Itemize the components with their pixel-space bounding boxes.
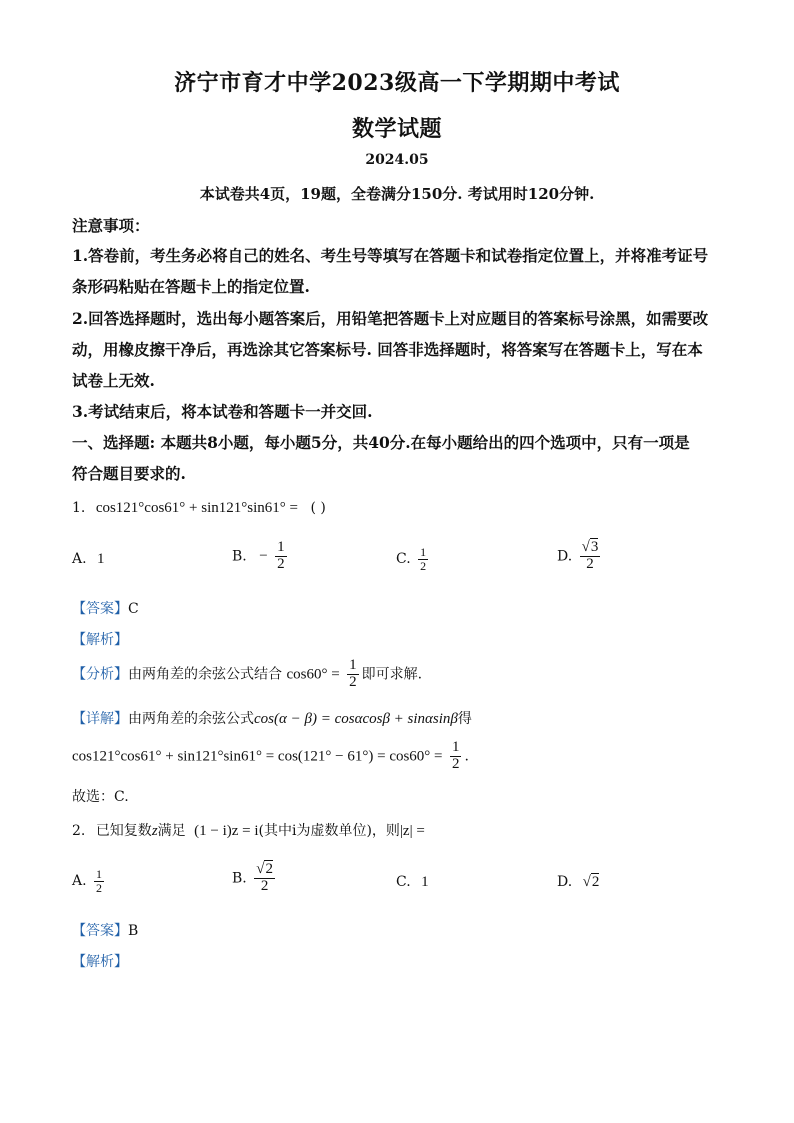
fenxi-tag: 【分析】 — [72, 666, 128, 683]
radicand: 2 — [591, 874, 600, 890]
q2-option-d-value: √2 — [582, 874, 600, 890]
calc-end: . — [464, 748, 469, 765]
q1-stem: cos121°cos61° + sin121°sin61° = — [95, 500, 298, 516]
q2-option-b-fraction — [254, 862, 275, 895]
section1-line1: 一、选择题: 本题共8小题，每小题5分，共40分.在每小题给出的四个选项中，只有一项是 — [72, 433, 690, 452]
q2-z: z — [151, 823, 158, 839]
q1-xiangjie-row — [72, 708, 472, 728]
fraction-numerator: √3 — [581, 539, 599, 555]
exam-info: 本试卷共4页，19题，全卷满分150分. 考试用时120分钟. — [199, 185, 595, 203]
xiangjie-formula: cos(α − β) = cosαcosβ + sinαsinβ — [254, 711, 458, 727]
q1-fenxi-row — [72, 658, 422, 691]
analysis-tag: 【解析】 — [72, 954, 128, 970]
q1-option-c — [396, 546, 431, 572]
q1-option-d — [557, 540, 603, 573]
q2-stem3: (其中i为虚数单位)，则 — [258, 823, 400, 839]
fraction-numerator: 1 — [420, 545, 427, 559]
q2-stem1: 已知复数 — [95, 823, 152, 839]
q1-conclusion: 故选：C. — [72, 789, 129, 805]
fraction-numerator: 1 — [96, 867, 103, 881]
fraction-numerator: 1 — [277, 539, 285, 555]
q2-stem-row — [72, 820, 425, 840]
q2-answer-row — [72, 920, 138, 940]
q2-option-a — [72, 868, 107, 894]
fraction-denominator: 2 — [277, 555, 285, 572]
fenxi-math: cos60° = — [286, 666, 340, 683]
q2-stem2: 满足 — [157, 823, 186, 839]
fenxi-text1: 由两角差的余弦公式结合 — [128, 666, 282, 683]
notes-item1-line1: 1.答卷前，考生务必将自己的姓名、考生号等填写在答题卡和试卷指定位置上，并将准考证号 — [72, 246, 709, 265]
fraction-numerator: 1 — [451, 739, 460, 755]
notes-item2-line2: 动，用橡皮擦干净后，再选涂其它答案标号. 回答非选择题时，将答案写在答题卡上，写在本 — [72, 340, 703, 359]
radicand: 3 — [590, 539, 599, 555]
q1-calc-row — [72, 740, 469, 773]
fraction-numerator: √2 — [256, 861, 273, 877]
exam-title: 济宁市育才中学2023级高一下学期期中考试 — [174, 70, 620, 96]
q2-option-c-label: C. — [396, 874, 411, 890]
q2-answer: B — [128, 923, 139, 939]
exam-date: 2024.05 — [365, 152, 429, 168]
q1-option-a-label: A. — [72, 551, 87, 567]
q1-paren: ( ) — [310, 500, 326, 516]
xiangjie-tag: 【详解】 — [72, 711, 128, 727]
q2-analysis-row — [72, 951, 128, 971]
q2-option-b — [232, 862, 278, 895]
q2-option-d-label: D. — [557, 874, 573, 890]
section1-line2: 符合题目要求的. — [72, 464, 186, 483]
q1-option-d-label: D. — [557, 548, 573, 565]
notes-item3: 3.考试结束后，将本试卷和答题卡一并交回. — [72, 402, 373, 421]
q1-answer-row — [72, 598, 139, 618]
fraction-denominator: 2 — [586, 555, 594, 572]
fenxi-text2: 即可求解. — [361, 666, 423, 683]
q1-stem-row — [72, 500, 326, 517]
fraction-denominator: 2 — [420, 558, 427, 573]
q1-option-b-fraction — [275, 540, 287, 573]
notes-item1-line2: 条形码粘贴在答题卡上的指定位置. — [72, 277, 310, 296]
calc-fraction — [450, 740, 462, 773]
q2-number: 2. — [72, 823, 86, 839]
xiangjie-text2: 得 — [457, 711, 472, 727]
q1-option-b-label: B. — [232, 548, 247, 565]
fraction-denominator: 2 — [96, 880, 103, 895]
q1-answer: C — [128, 601, 139, 617]
q2-abs: |z| = — [399, 823, 425, 839]
q2-option-c — [396, 874, 429, 891]
fraction-denominator: 2 — [451, 755, 460, 772]
q1-option-d-fraction — [580, 540, 601, 573]
xiangjie-text1: 由两角差的余弦公式 — [128, 711, 254, 727]
q1-number: 1. — [72, 500, 86, 516]
q1-option-c-label: C. — [396, 551, 411, 568]
q1-option-b-sign: − — [259, 548, 268, 565]
q1-option-b — [232, 540, 290, 573]
answer-tag: 【答案】 — [72, 923, 128, 939]
q2-equation: (1 − i)z = i — [194, 823, 259, 839]
q2-option-b-label: B. — [232, 870, 247, 887]
analysis-tag: 【解析】 — [72, 632, 128, 648]
q2-option-c-value: 1 — [421, 874, 429, 890]
fraction-denominator: 2 — [260, 877, 269, 894]
q1-option-a — [72, 551, 105, 568]
q1-option-a-value: 1 — [97, 551, 105, 567]
fraction-numerator: 1 — [349, 657, 357, 673]
q2-option-a-fraction — [94, 868, 104, 894]
notes-heading: 注意事项： — [72, 216, 150, 235]
q1-calc: cos121°cos61° + sin121°sin61° = cos(121° − 61°) = cos60° = — [72, 748, 443, 765]
exam-subtitle: 数学试题 — [351, 116, 442, 142]
q1-analysis-row — [72, 629, 128, 649]
notes-item2-line3: 试卷上无效. — [72, 371, 155, 390]
q2-option-d — [557, 874, 599, 891]
q1-option-c-fraction — [418, 546, 428, 572]
fenxi-fraction — [347, 658, 359, 691]
radicand: 2 — [265, 861, 273, 877]
fraction-denominator: 2 — [349, 673, 357, 690]
notes-item2-line1: 2.回答选择题时，选出每小题答案后，用铅笔把答题卡上对应题目的答案标号涂黑，如需要改 — [72, 309, 709, 328]
answer-tag: 【答案】 — [72, 601, 128, 617]
q2-option-a-label: A. — [72, 873, 87, 890]
